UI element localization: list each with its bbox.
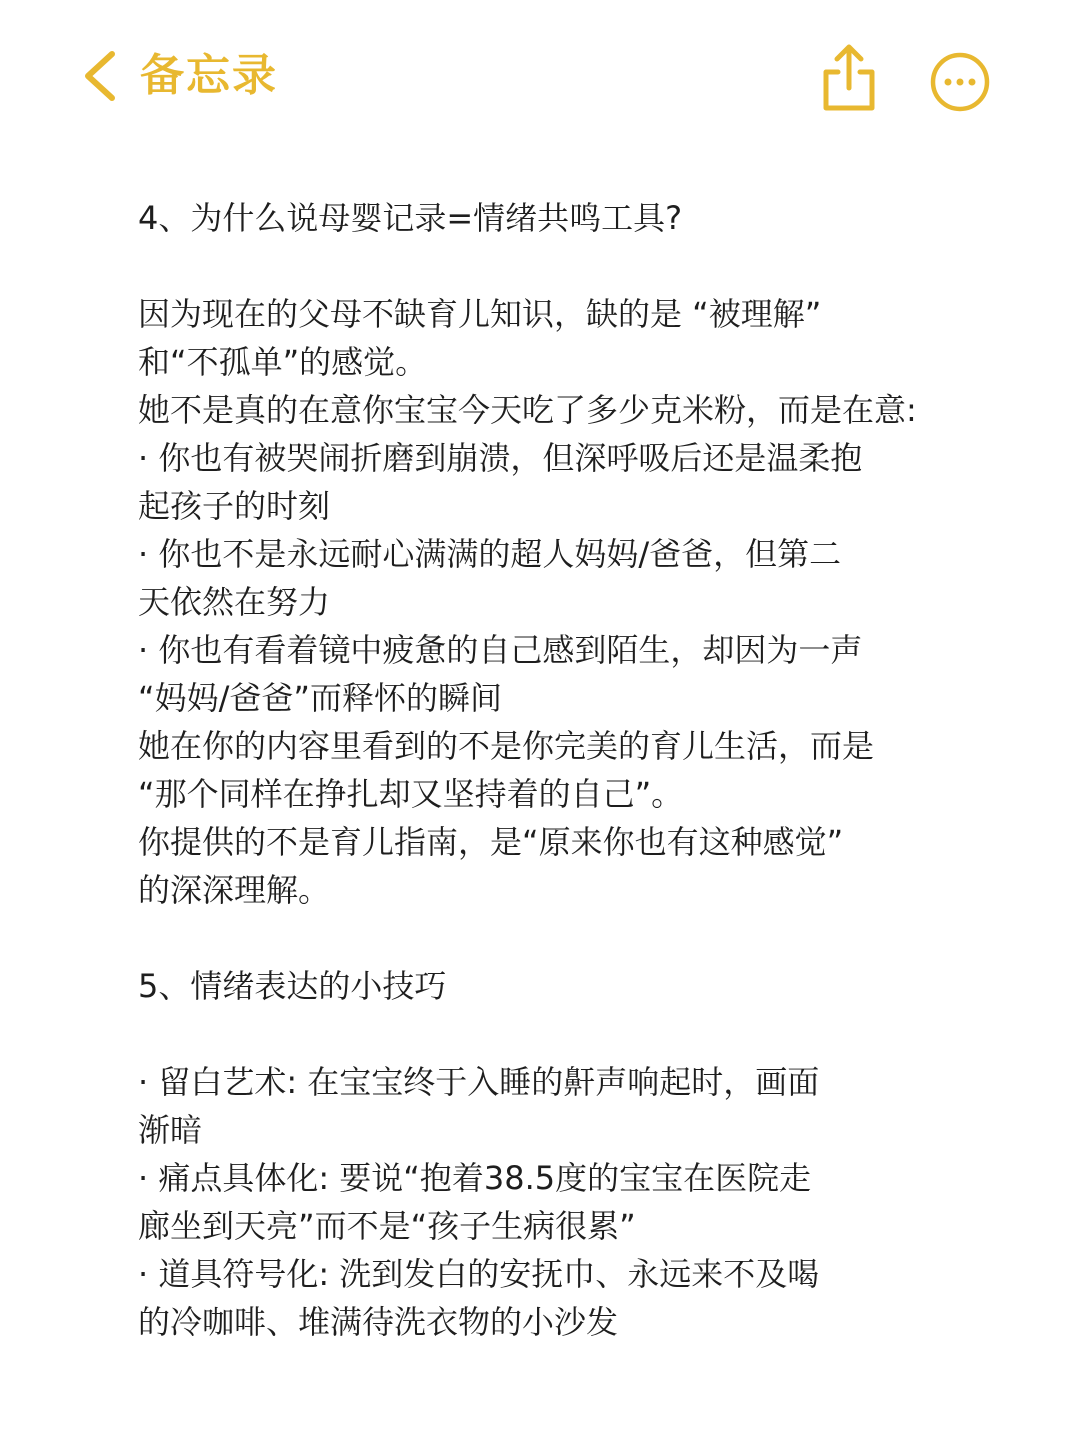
note-body[interactable] [138, 194, 958, 1346]
section5-title: 5、情绪表达的小技巧 [138, 967, 447, 1005]
chevron-left-icon [80, 50, 116, 102]
tip-line: · 留白艺术: 在宝宝终于入睡的鼾声响起时，画面 [138, 1063, 820, 1101]
tip-line: 廊坐到天亮”而不是“孩子生病很累” [138, 1207, 636, 1245]
more-icon [928, 99, 992, 118]
tip-line: · 道具符号化: 洗到发白的安抚巾、永远来不及喝 [138, 1255, 820, 1293]
paragraph-line: 你提供的不是育儿指南，是“原来你也有这种感觉” [138, 823, 844, 861]
back-label: 备忘录 [140, 50, 278, 101]
paragraph-line: 因为现在的父母不缺育儿知识，缺的是 “被理解” [138, 295, 822, 333]
bullet-line: · 你也有看着镜中疲惫的自己感到陌生，却因为一声 [138, 631, 863, 669]
paragraph-line: 她不是真的在意你宝宝今天吃了多少克米粉，而是在意: [138, 391, 917, 429]
section4-title: 4、为什么说母婴记录=情绪共鸣工具? [138, 199, 683, 237]
back-button[interactable] [80, 44, 278, 108]
paragraph-line: 的深深理解。 [138, 871, 331, 909]
share-icon [818, 99, 880, 118]
tip-line: · 痛点具体化: 要说“抱着38.5度的宝宝在医院走 [138, 1159, 812, 1197]
paragraph-line: “那个同样在挣扎却又坚持着的自己”。 [138, 775, 684, 813]
share-button[interactable] [818, 42, 880, 114]
bullet-line: “妈妈/爸爸”而释怀的瞬间 [138, 679, 502, 717]
paragraph-line: 她在你的内容里看到的不是你完美的育儿生活，而是 [138, 727, 875, 765]
nav-bar [0, 0, 1080, 150]
bullet-line: · 你也不是永远耐心满满的超人妈妈/爸爸，但第二 [138, 535, 842, 573]
paragraph-line: 和“不孤单”的感觉。 [138, 343, 428, 381]
bullet-line: 起孩子的时刻 [138, 487, 331, 525]
tip-line: 的冷咖啡、堆满待洗衣物的小沙发 [138, 1303, 619, 1341]
more-button[interactable] [928, 50, 992, 114]
bullet-line: · 你也有被哭闹折磨到崩溃，但深呼吸后还是温柔抱 [138, 439, 863, 477]
bullet-line: 天依然在努力 [138, 583, 331, 621]
tip-line: 渐暗 [138, 1111, 203, 1149]
